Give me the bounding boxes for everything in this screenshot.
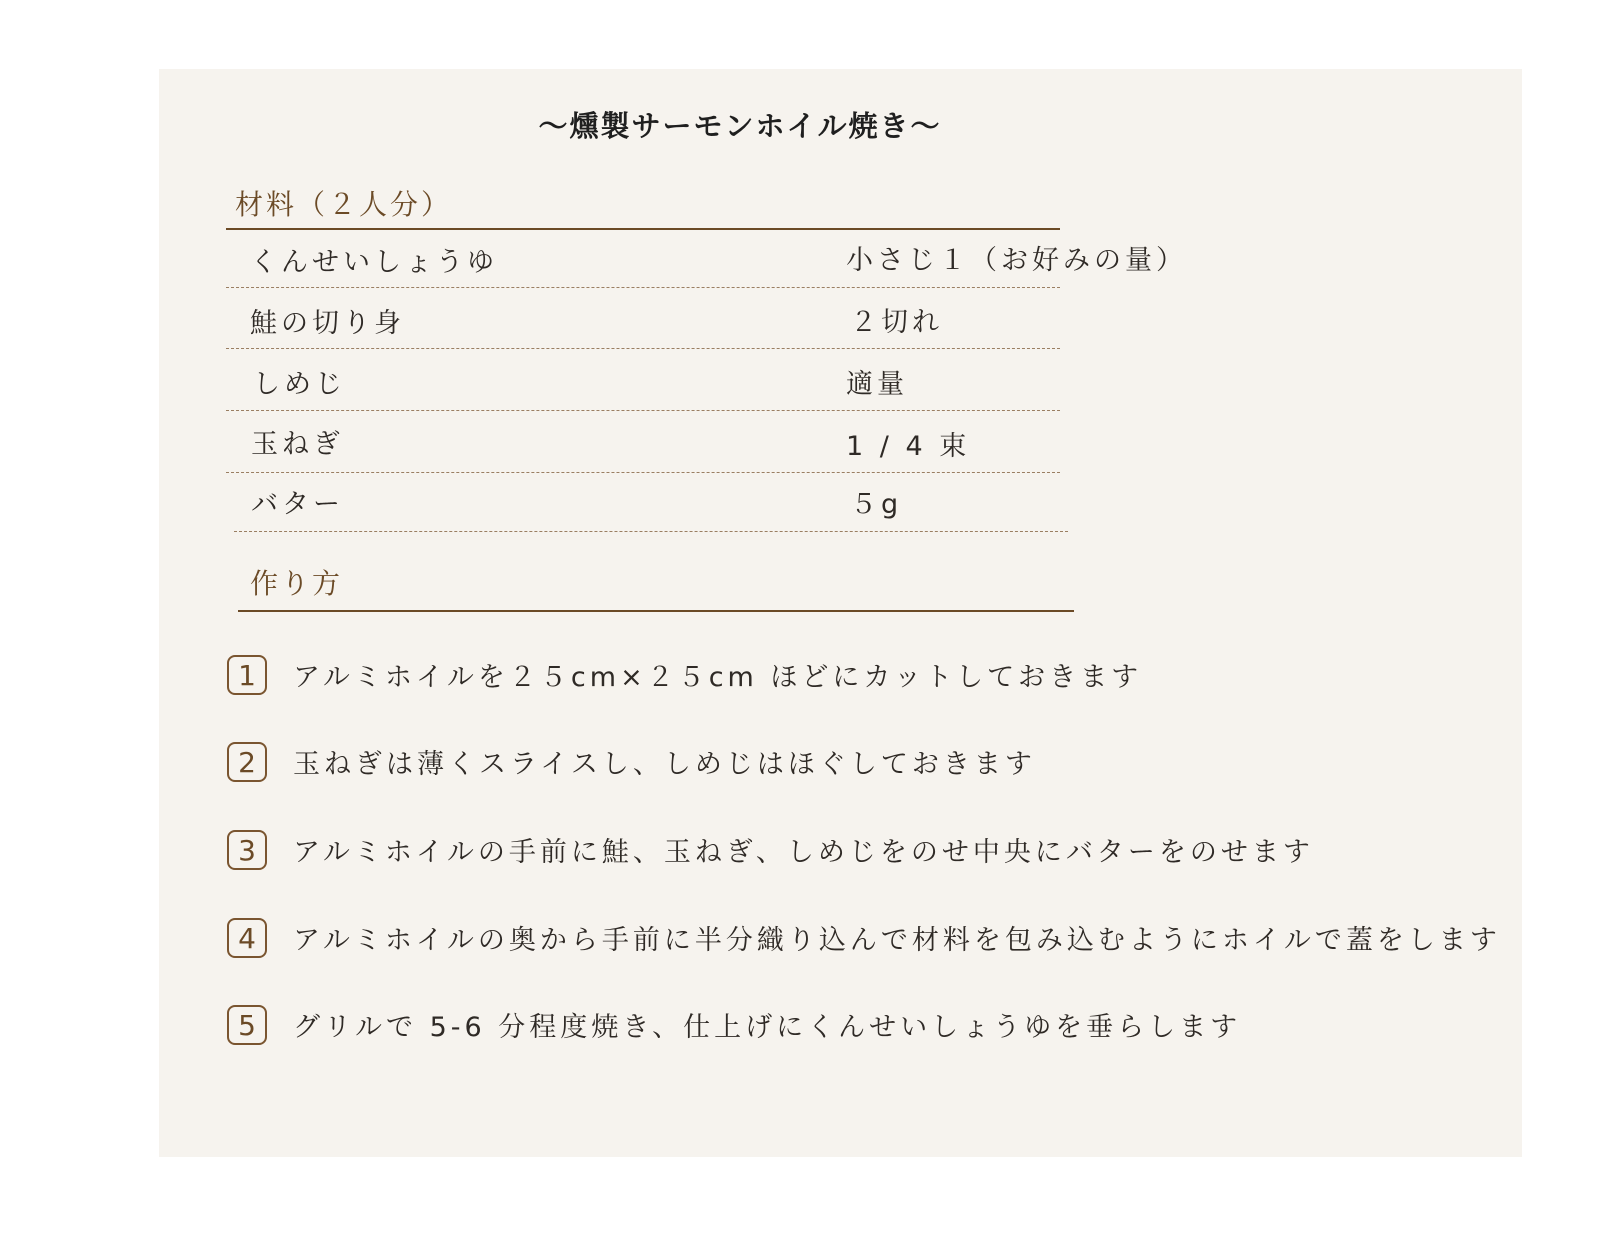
ingredient-amount: ２切れ <box>850 307 943 338</box>
step-number-badge: 5 <box>227 1005 267 1045</box>
recipe-title: 〜燻製サーモンホイル焼き〜 <box>538 109 942 143</box>
row-divider <box>226 348 1060 349</box>
ingredient-amount: 小さじ１（お好みの量） <box>846 245 1187 276</box>
row-divider <box>234 531 1068 532</box>
step-number-badge: 1 <box>227 655 267 695</box>
step-text: アルミホイルの手前に鮭、玉ねぎ、しめじをのせ中央にバターをのせます <box>293 837 1314 868</box>
step-number-badge: 3 <box>227 830 267 870</box>
step-number-badge: 2 <box>227 742 267 782</box>
ingredient-name: 鮭の切り身 <box>250 308 405 339</box>
ingredient-name: バター <box>251 489 344 520</box>
row-divider <box>226 287 1060 288</box>
row-divider <box>226 472 1060 473</box>
ingredients-heading-rule <box>226 228 1060 230</box>
step-number-badge: 4 <box>227 918 267 958</box>
method-heading: 作り方 <box>250 567 344 600</box>
step-text: 玉ねぎは薄くスライスし、しめじはほぐしておきます <box>293 749 1036 780</box>
recipe-card <box>159 69 1522 1157</box>
ingredient-name: 玉ねぎ <box>251 429 344 460</box>
ingredient-amount: ５g <box>850 489 903 520</box>
ingredients-heading: 材料（２人分） <box>235 188 453 221</box>
row-divider <box>226 410 1060 411</box>
ingredient-name: くんせいしょうゆ <box>250 247 498 278</box>
ingredient-amount: 適量 <box>846 369 908 400</box>
step-text: グリルで 5-6 分程度焼き、仕上げにくんせいしょうゆを垂らします <box>293 1012 1242 1043</box>
step-text: アルミホイルの奥から手前に半分織り込んで材料を包み込むようにホイルで蓋をします <box>293 925 1501 956</box>
ingredient-name: しめじ <box>253 369 346 400</box>
step-text: アルミホイルを２５cm×２５cm ほどにカットしておきます <box>293 662 1143 693</box>
ingredient-amount: 1 / 4 束 <box>846 431 971 462</box>
method-heading-rule <box>238 610 1074 612</box>
